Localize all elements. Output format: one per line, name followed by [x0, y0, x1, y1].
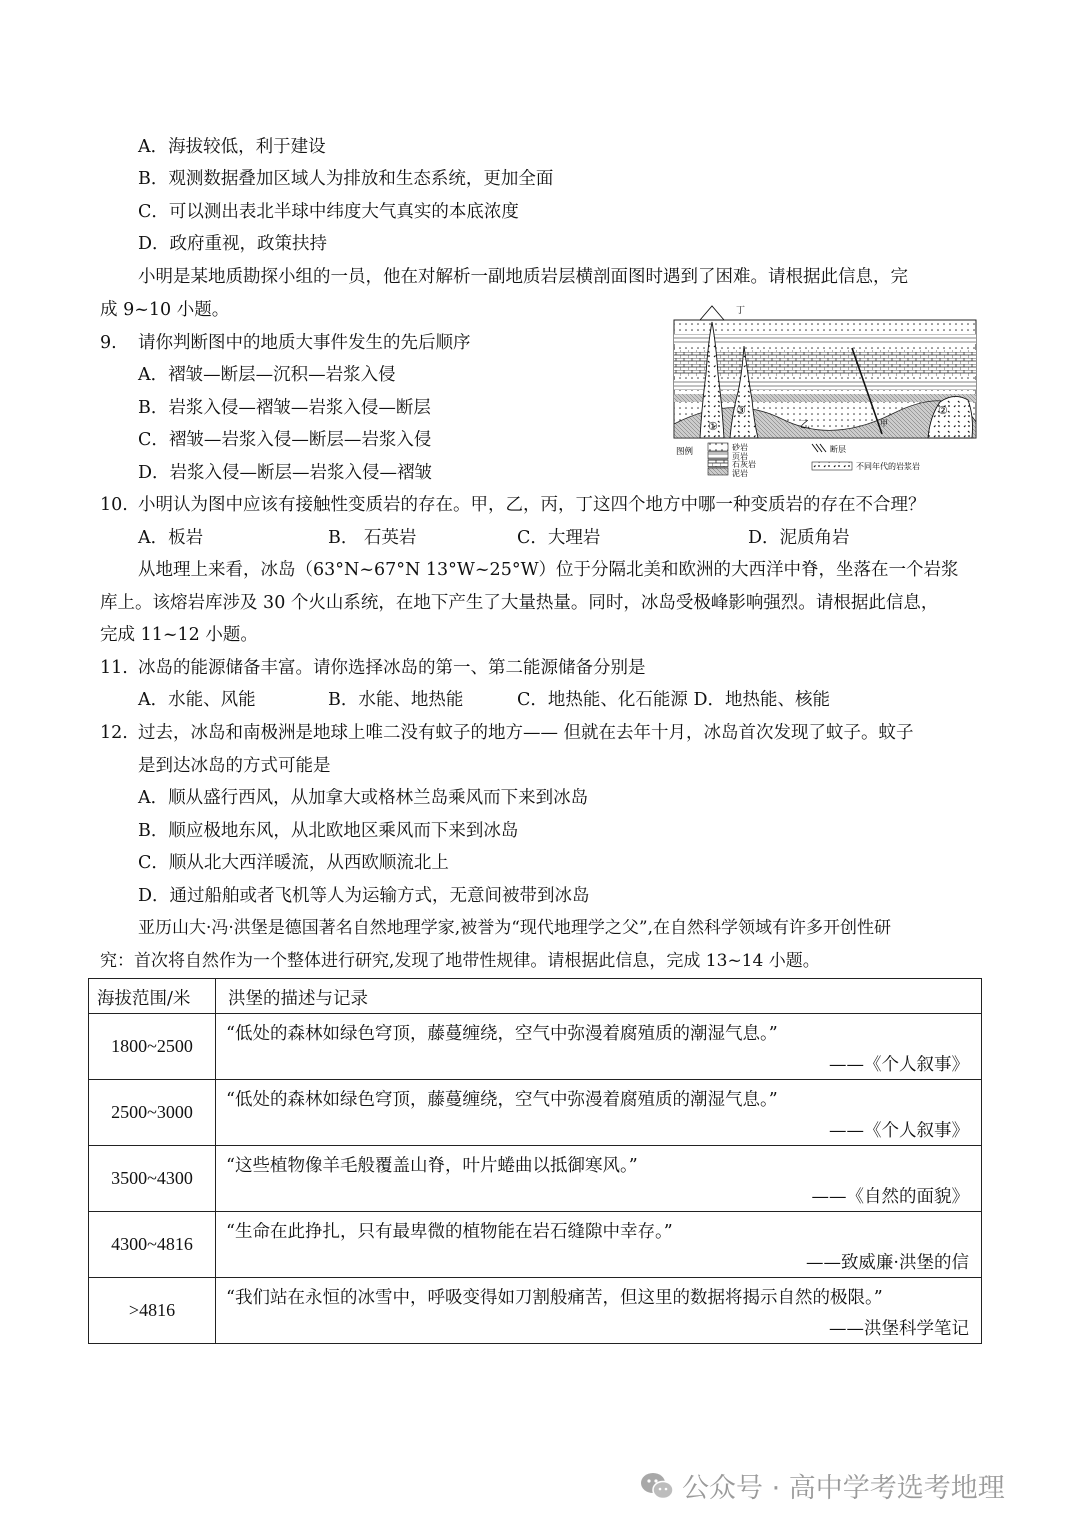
q11-number: 11. [100, 658, 128, 678]
q10-option-b: B． 石英岩 [328, 528, 417, 548]
svg-text:断层: 断层 [830, 445, 846, 454]
q9-number: 9. [100, 333, 117, 353]
altitude-cell: 1800~2500 [89, 1014, 216, 1080]
label-ding: 丁 [736, 306, 746, 316]
wechat-watermark [640, 1466, 1005, 1505]
quote-source: ——《个人叙事》 [829, 1055, 969, 1075]
description-cell [216, 1080, 982, 1146]
q9-stem-text: 请你判断图中的地质大事件发生的先后顺序 [138, 333, 471, 353]
altitude-cell: 2500~3000 [89, 1080, 216, 1146]
intro-11-12-line2: 库上。该熔岩库涉及 30 个火山系统，在地下产生了大量热量。同时，冰岛受极峰影响强烈。请根据此信息， [100, 593, 939, 613]
quote-source: ——《个人叙事》 [829, 1121, 969, 1141]
q9-option-b: B．岩浆入侵—褶皱—岩浆入侵—断层 [138, 398, 431, 418]
description-cell [216, 1146, 982, 1212]
q10-stem [100, 493, 926, 517]
svg-text:图例: 图例 [676, 447, 694, 457]
quote-text: “低处的森林如绿色穹顶，藤蔓缠绕，空气中弥漫着腐殖质的潮湿气息。” [226, 1024, 778, 1044]
header-description: 洪堡的描述与记录 [216, 979, 982, 1014]
q9-option-c: C．褶皱—岩浆入侵—断层—岩浆入侵 [138, 430, 432, 450]
watermark-text: 公众号 · 高中学考选考地理 [682, 1473, 1005, 1504]
description-cell [216, 1278, 982, 1344]
geologic-cross-section-figure [672, 304, 982, 484]
altitude-cell: >4816 [89, 1278, 216, 1344]
header-altitude: 海拔范围/米 [89, 979, 216, 1014]
description-cell [216, 1212, 982, 1278]
q11-stem [100, 656, 646, 680]
intro-9-10-line2: 成 9~10 小题。 [100, 300, 230, 320]
altitude-cell: 3500~4300 [89, 1146, 216, 1212]
intro-11-12-line3: 完成 11~12 小题。 [100, 625, 258, 645]
q12-option-b: B．顺应极地东风，从北欧地区乘风而下来到冰岛 [138, 821, 519, 841]
intro-13-14-line1: 亚历山大·冯·洪堡是德国著名自然地理学家,被誉为“现代地理学之父”,在自然科学领域有许多开创性研 [138, 918, 891, 938]
q8-option-a: A．海拔较低，利于建设 [138, 137, 326, 157]
svg-text:泥岩: 泥岩 [732, 469, 748, 478]
q12-option-d: D．通过船舶或者飞机等人为运输方式，无意间被带到冰岛 [138, 886, 590, 906]
table-row [89, 1212, 982, 1278]
q9-option-a: A．褶皱—断层—沉积—岩浆入侵 [138, 365, 396, 385]
q11-option-a: A．水能、风能 [138, 690, 256, 710]
altitude-cell: 4300~4816 [89, 1212, 216, 1278]
q11-stem-text: 冰岛的能源储备丰富。请你选择冰岛的第一、第二能源储备分别是 [138, 658, 646, 678]
quote-text: “生命在此挣扎，只有最卑微的植物能在岩石缝隙中幸存。” [226, 1222, 673, 1242]
table-header-row [89, 979, 982, 1014]
quote-source: ——洪堡科学笔记 [829, 1319, 969, 1339]
q9-stem [100, 331, 471, 355]
q10-option-c: C．大理岩 [517, 528, 601, 548]
svg-text:砂岩: 砂岩 [732, 443, 748, 452]
q12-stem [100, 721, 914, 745]
q11-option-b: B．水能、地热能 [328, 690, 464, 710]
quote-source: ——《自然的面貌》 [811, 1187, 969, 1207]
q12-option-a: A．顺从盛行西风，从加拿大或格林兰岛乘风而下来到冰岛 [138, 788, 589, 808]
q8-option-d: D．政府重视，政策扶持 [138, 234, 328, 254]
q9-option-d: D．岩浆入侵—断层—岩浆入侵—褶皱 [138, 463, 433, 483]
table-row [89, 1278, 982, 1344]
quote-text: “低处的森林如绿色穹顶，藤蔓缠绕，空气中弥漫着腐殖质的潮湿气息。” [226, 1090, 778, 1110]
svg-text:石灰岩: 石灰岩 [732, 460, 756, 469]
q10-option-d: D．泥质角岩 [748, 528, 850, 548]
q8-option-c: C．可以测出表北半球中纬度大气真实的本底浓度 [138, 202, 519, 222]
q12-number: 12. [100, 723, 128, 743]
intro-9-10-line1: 小明是某地质勘探小组的一员，他在对解析一副地质岩层横剖面图时遇到了困难。请根据此信息，完 [138, 267, 908, 287]
q10-stem-text: 小明认为图中应该有接触性变质岩的存在。甲，乙，丙，丁这四个地方中哪一种变质岩的存在不合理？ [138, 495, 926, 515]
intro-11-12-line1: 从地理上来看，冰岛（63°N~67°N 13°W~25°W）位于分隔北美和欧洲的大西洋中脊，坐落在一个岩浆 [138, 560, 959, 580]
quote-text: “我们站在永恒的冰雪中，呼吸变得如刀割般痛苦，但这里的数据将揭示自然的极限。” [226, 1288, 883, 1308]
table-row [89, 1080, 982, 1146]
label-jia: 甲 [880, 419, 888, 428]
q12-option-c: C．顺从北大西洋暖流，从西欧顺流北上 [138, 853, 449, 873]
quote-source: ——致威廉·洪堡的信 [805, 1253, 969, 1273]
description-cell [216, 1014, 982, 1080]
label-circ3: ③ [736, 404, 746, 417]
table-row [89, 1146, 982, 1212]
quote-text: “这些植物像羊毛般覆盖山脊，叶片蜷曲以抵御寒风。” [226, 1156, 638, 1176]
wechat-icon [640, 1471, 674, 1501]
q8-option-b: B．观测数据叠加区域人为排放和生态系统，更加全面 [138, 169, 554, 189]
svg-text:页岩: 页岩 [732, 452, 748, 461]
label-circ2: ② [938, 404, 948, 417]
q10-option-a: A．板岩 [138, 528, 204, 548]
table-row [89, 1014, 982, 1080]
figure-legend [676, 442, 920, 478]
svg-text:不同年代的岩浆岩: 不同年代的岩浆岩 [856, 462, 920, 471]
q12-stem-line1: 过去，冰岛和南极洲是地球上唯二没有蚊子的地方—— 但就在去年十月，冰岛首次发现了蚊子。蚊子 [138, 723, 914, 743]
intro-13-14-line2: 究：首次将自然作为一个整体进行研究,发现了地带性规律。请根据此信息，完成 13~14 小题。 [100, 951, 820, 971]
humboldt-altitude-table [88, 978, 982, 1344]
q11-option-cd: C．地热能、化石能源 D．地热能、核能 [517, 690, 830, 710]
q12-stem-line2: 是到达冰岛的方式可能是 [138, 756, 331, 776]
label-yi: 乙 [800, 420, 810, 431]
q10-number: 10. [100, 495, 128, 515]
label-circ1: ① [708, 420, 718, 433]
